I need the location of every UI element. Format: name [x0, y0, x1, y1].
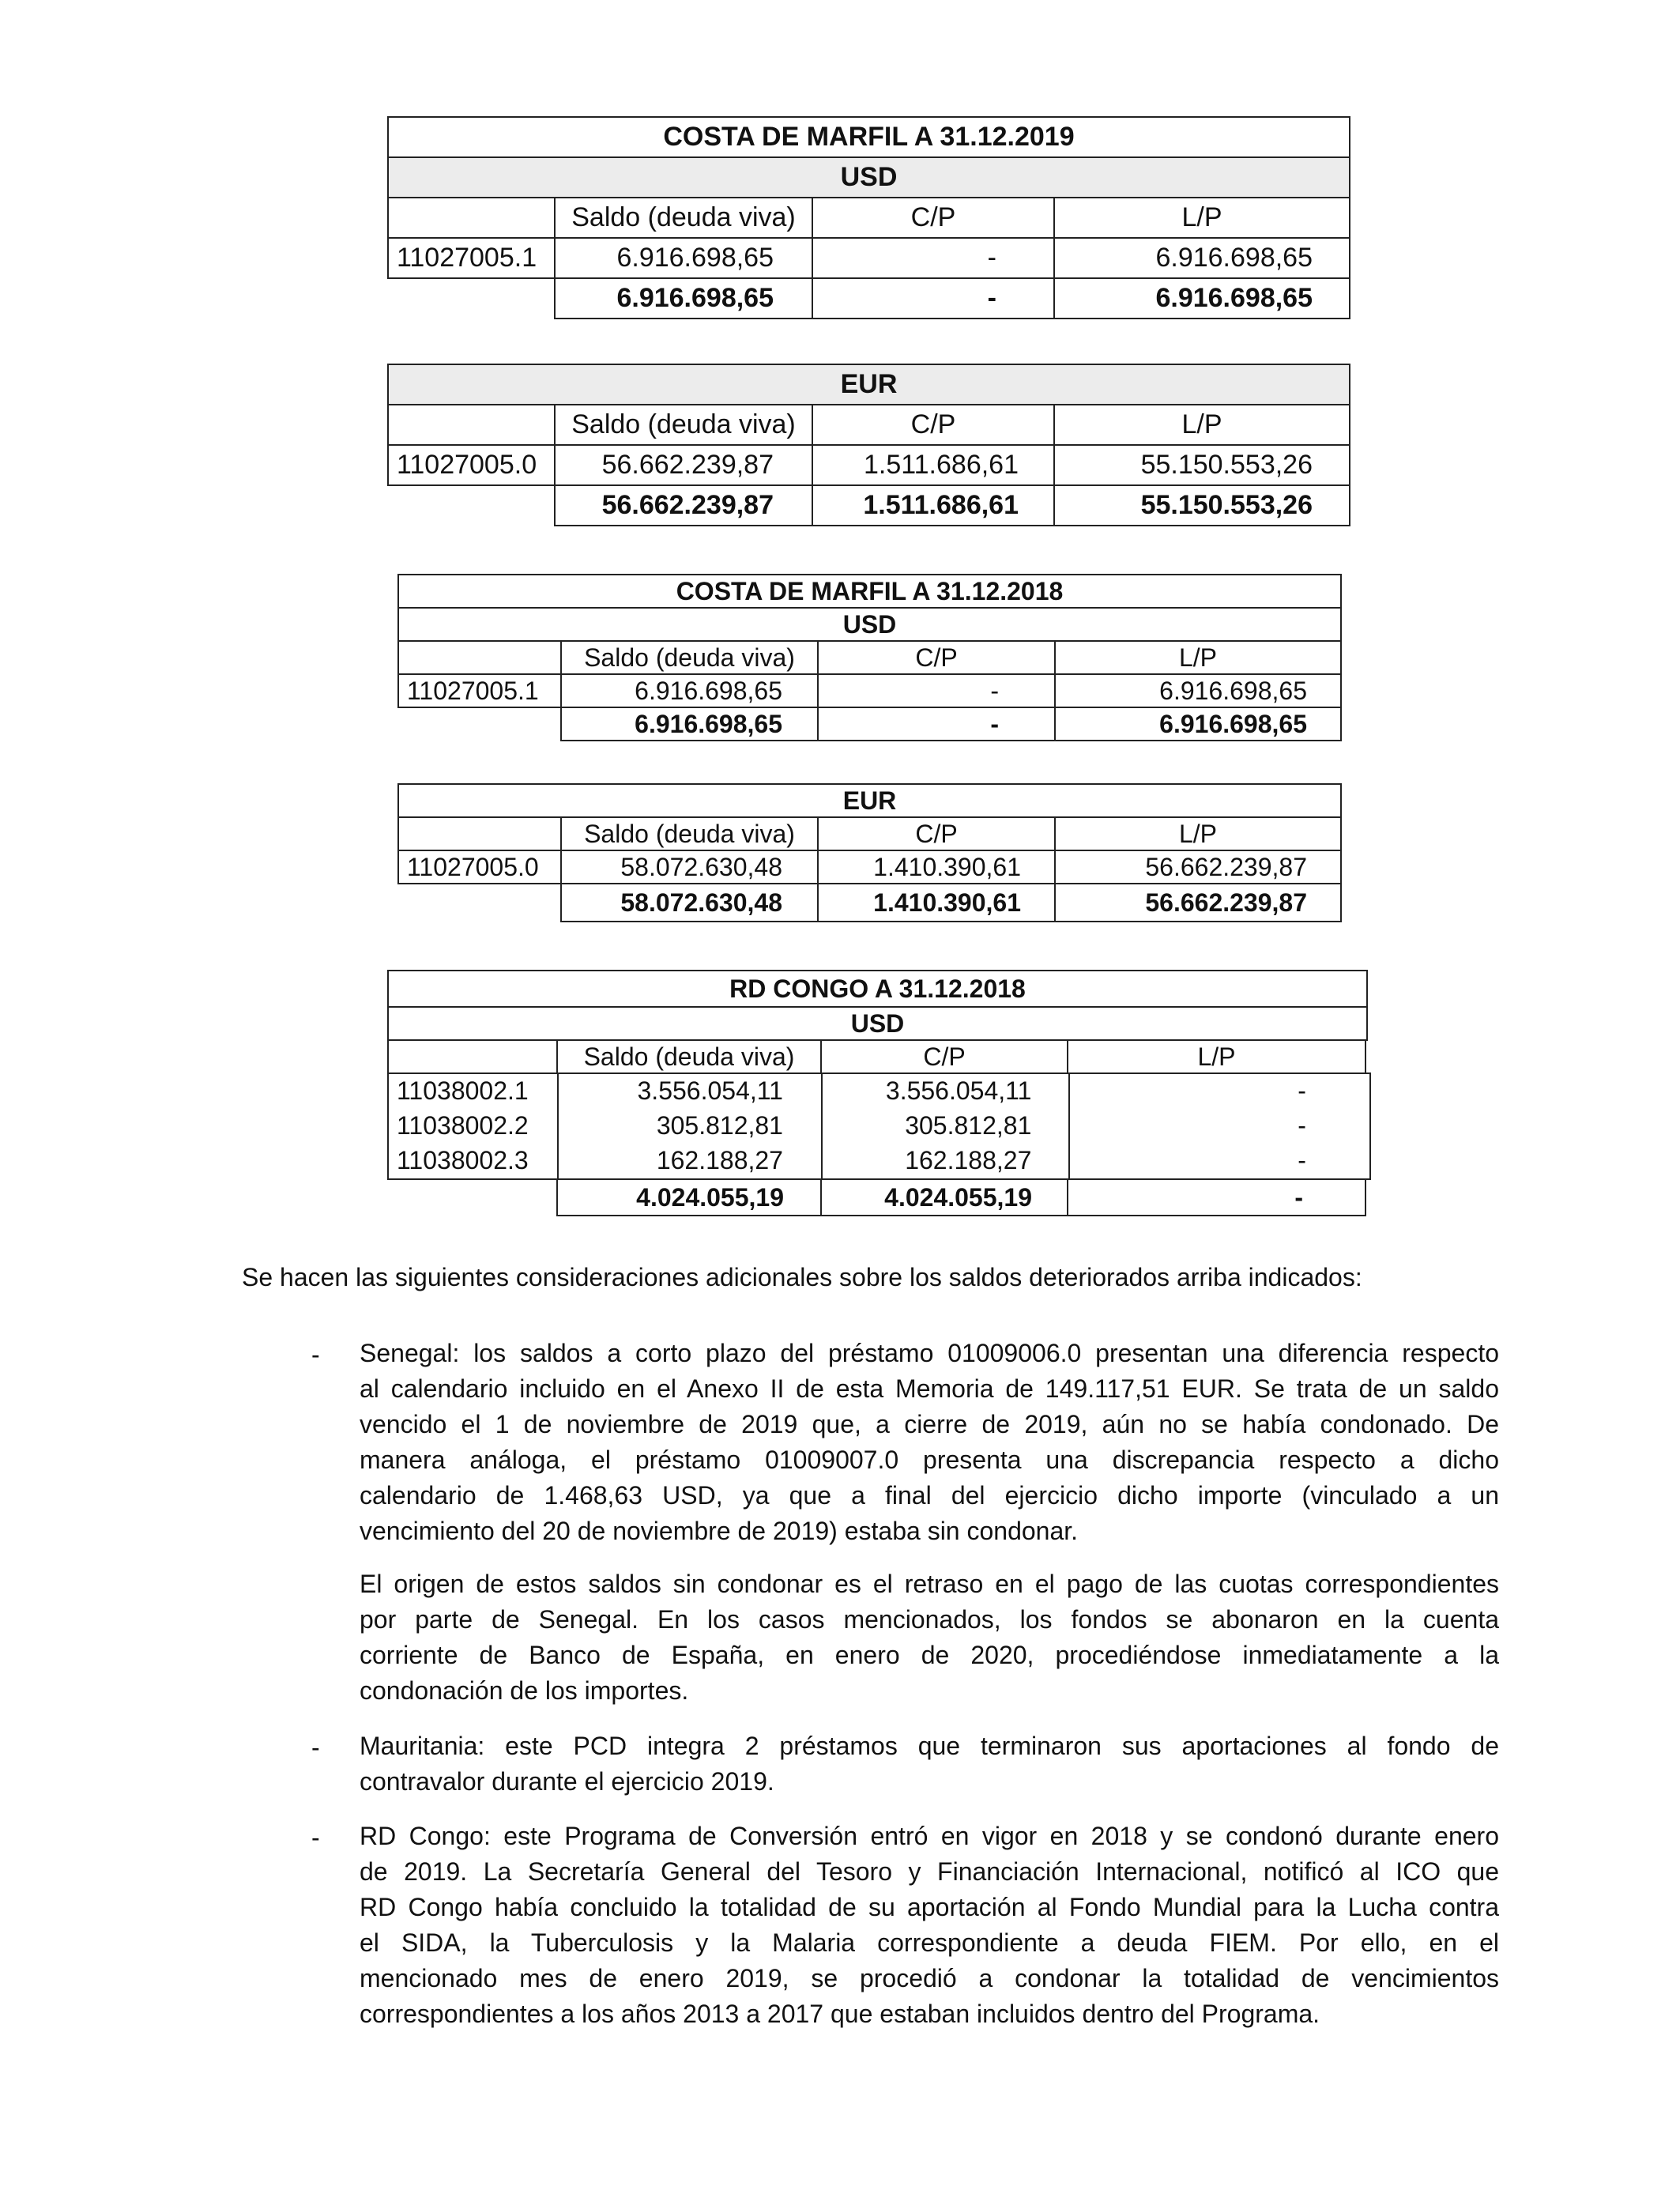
row-cp: 1.511.686,61	[812, 444, 1055, 486]
bullet-dash: -	[311, 1340, 320, 1369]
text-line: mencionado mes de enero 2019, se procedió a condonar la totalidad de vencimientos	[360, 1964, 1499, 1992]
text-line: vencido el 1 de noviembre de 2019 que, a cierre de 2019, aún no se había condonado. De	[360, 1410, 1499, 1438]
row-id: 11027005.1	[387, 237, 556, 279]
text-line: RD Congo había concluido la totalidad de su aportación al Fondo Mundial para la Lucha contra	[360, 1893, 1499, 1921]
total-cp: 4.024.055,19	[820, 1178, 1068, 1216]
header-cp: C/P	[812, 197, 1055, 239]
table-cm2018-usd	[399, 575, 1342, 741]
total-saldo: 4.024.055,19	[556, 1178, 822, 1216]
text-line: correspondientes a los años 2013 a 2017 que estaban incluidos dentro del Programa.	[360, 2000, 1320, 2028]
row-saldo: 162.188,27	[656, 1145, 783, 1174]
header-cp: C/P	[817, 816, 1056, 851]
header-cp: C/P	[817, 640, 1056, 675]
total-lp: 55.150.553,26	[1053, 484, 1350, 526]
paragraph-mauritania	[360, 1728, 1499, 1800]
row-lp: 55.150.553,26	[1053, 444, 1350, 486]
header-saldo: Saldo (deuda viva)	[554, 404, 813, 446]
total-lp: 6.916.698,65	[1053, 277, 1350, 319]
row-saldo: 56.662.239,87	[554, 444, 813, 486]
text-line: el SIDA, la Tuberculosis y la Malaria correspondiente a deuda FIEM. Por ello, en el	[360, 1928, 1499, 1957]
header-lp: L/P	[1067, 1039, 1366, 1074]
header-cp: C/P	[812, 404, 1055, 446]
row-cp: -	[812, 237, 1055, 279]
row-lp: -	[1298, 1076, 1306, 1105]
bullet-dash: -	[311, 1823, 320, 1852]
row-cp: 162.188,27	[905, 1145, 1032, 1174]
row-cp: 3.556.054,11	[885, 1076, 1032, 1105]
text-line: El origen de estos saldos sin condonar es el retraso en el pago de las cuotas correspondientes	[360, 1570, 1499, 1598]
total-cp: 1.511.686,61	[812, 484, 1055, 526]
paragraph-congo	[360, 1819, 1499, 2032]
row-lp: 6.916.698,65	[1053, 237, 1350, 279]
total-row	[389, 486, 1350, 526]
text-line: vencimiento del 20 de noviembre de 2019) estaba sin condonar.	[360, 1517, 1079, 1545]
total-row	[399, 884, 1342, 922]
table-cm2019-eur	[389, 365, 1350, 526]
header-id	[387, 197, 556, 239]
row-cp: 305.812,81	[905, 1110, 1032, 1140]
header-lp: L/P	[1054, 640, 1342, 675]
table-row	[399, 675, 1342, 708]
total-row	[389, 279, 1350, 319]
total-lp: 56.662.239,87	[1054, 883, 1342, 922]
header-lp: L/P	[1053, 197, 1350, 239]
row-id: 11027005.0	[387, 444, 556, 486]
row-id: 11038002.2	[397, 1110, 529, 1140]
header-saldo: Saldo (deuda viva)	[556, 1039, 822, 1074]
text-line: Mauritania: este PCD integra 2 préstamos que terminaron sus aportaciones al fondo de	[360, 1732, 1499, 1760]
text-line: por parte de Senegal. En los casos mencionados, los fondos se abonaron en la cuenta	[360, 1605, 1499, 1634]
text-line: de 2019. La Secretaría General del Tesoro y Financiación Internacional, notificó al ICO que	[360, 1857, 1499, 1886]
text-line: Senegal: los saldos a corto plazo del préstamo 01009006.0 presentan una diferencia respecto	[360, 1339, 1499, 1367]
row-saldo: 3.556.054,11	[637, 1076, 783, 1105]
total-row	[399, 708, 1342, 741]
table-title: RD CONGO A 31.12.2018	[387, 970, 1368, 1008]
bullet-dash: -	[311, 1733, 320, 1762]
currency-label: USD	[397, 607, 1342, 642]
currency-label: EUR	[387, 364, 1350, 405]
total-saldo: 56.662.239,87	[554, 484, 813, 526]
table-cm2018-eur	[399, 785, 1342, 922]
text-line: contravalor durante el ejercicio 2019.	[360, 1767, 774, 1796]
header-saldo: Saldo (deuda viva)	[560, 640, 819, 675]
text-line: calendario de 1.468,63 USD, ya que a final del ejercicio dicho importe (vinculado a un	[360, 1481, 1499, 1510]
row-id: 11027005.1	[397, 673, 562, 708]
header-saldo: Saldo (deuda viva)	[554, 197, 813, 239]
row-lp: -	[1298, 1145, 1306, 1174]
total-cp: 1.410.390,61	[817, 883, 1056, 922]
paragraph-senegal	[360, 1336, 1499, 1549]
total-saldo: 58.072.630,48	[560, 883, 819, 922]
row-id: 11038002.3	[397, 1145, 529, 1174]
row-saldo: 6.916.698,65	[554, 237, 813, 279]
header-id	[387, 1039, 558, 1074]
text-line: manera análoga, el préstamo 01009007.0 presenta una discrepancia respecto a dicho	[360, 1446, 1499, 1474]
header-id	[387, 404, 556, 446]
data-rows	[387, 1072, 1371, 1180]
row-lp: -	[1298, 1110, 1306, 1140]
total-row	[389, 1180, 1371, 1216]
row-lp: 6.916.698,65	[1054, 673, 1342, 708]
total-lp: -	[1067, 1178, 1366, 1216]
currency-label: USD	[387, 1006, 1368, 1041]
total-saldo: 6.916.698,65	[554, 277, 813, 319]
table-row	[389, 239, 1350, 279]
row-id: 11027005.0	[397, 850, 562, 884]
currency-label: USD	[387, 156, 1350, 198]
row-saldo: 58.072.630,48	[560, 850, 819, 884]
row-saldo: 6.916.698,65	[560, 673, 819, 708]
total-cp: -	[817, 707, 1056, 741]
paragraph-origen	[360, 1566, 1499, 1709]
header-id	[397, 816, 562, 851]
table-cm2019-usd	[389, 118, 1350, 319]
text-line: corriente de Banco de España, en enero de 2020, procediéndose inmediatamente a la	[360, 1641, 1499, 1669]
table-congo2018	[389, 971, 1371, 1216]
row-cp: -	[817, 673, 1056, 708]
row-lp: 56.662.239,87	[1054, 850, 1342, 884]
row-id: 11038002.1	[397, 1076, 529, 1105]
currency-label: EUR	[397, 783, 1342, 818]
header-saldo: Saldo (deuda viva)	[560, 816, 819, 851]
total-lp: 6.916.698,65	[1054, 707, 1342, 741]
table-title: COSTA DE MARFIL A 31.12.2018	[397, 574, 1342, 609]
table-row	[399, 851, 1342, 884]
table-row	[389, 446, 1350, 486]
table-title: COSTA DE MARFIL A 31.12.2019	[387, 116, 1350, 158]
header-id	[397, 640, 562, 675]
text-line: RD Congo: este Programa de Conversión entró en vigor en 2018 y se condonó durante enero	[360, 1822, 1499, 1850]
total-cp: -	[812, 277, 1055, 319]
header-lp: L/P	[1054, 816, 1342, 851]
header-cp: C/P	[820, 1039, 1068, 1074]
row-cp: 1.410.390,61	[817, 850, 1056, 884]
total-saldo: 6.916.698,65	[560, 707, 819, 741]
intro-paragraph: Se hacen las siguientes consideraciones adicionales sobre los saldos deteriorados arriba indicados:	[242, 1263, 1362, 1291]
text-line: condonación de los importes.	[360, 1676, 689, 1705]
row-saldo: 305.812,81	[656, 1110, 783, 1140]
text-line: al calendario incluido en el Anexo II de esta Memoria de 149.117,51 EUR. Se trata de un saldo	[360, 1374, 1499, 1403]
header-lp: L/P	[1053, 404, 1350, 446]
